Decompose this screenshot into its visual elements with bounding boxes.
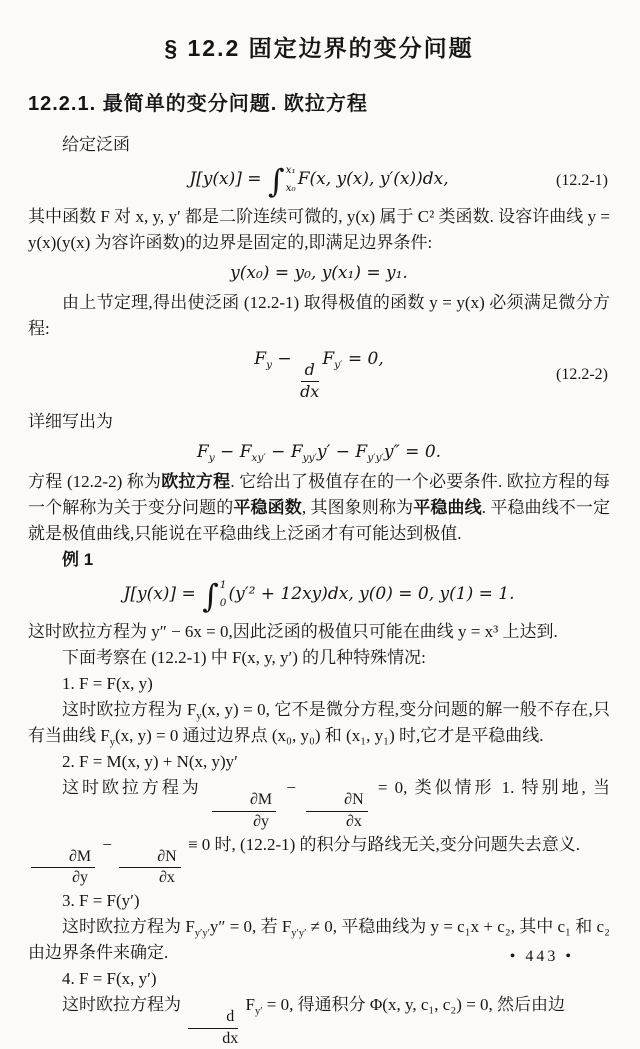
case-4-title: 4. F = F(x, y′) [62, 969, 157, 989]
paragraph-smoothness: 其中函数 F 对 x, y, y′ 都是二阶连续可微的, y(x) 属于 C² 类函数. 设容许曲线 y = y(x)(y(x) 为容许函数)的边界是固定的,即满足边界条件: [28, 207, 610, 252]
intro-label: 给定泛函 [62, 135, 130, 154]
boundary-conditions-formula: y(x₀) = y₀, y(x₁) = y₁. [230, 263, 408, 283]
paragraph-example-result: 这时欧拉方程为 y″ − 6x = 0,因此泛函的极值只可能在曲线 y = x³ 上达到. [28, 621, 558, 641]
expanded-euler-row [28, 435, 610, 469]
case-3-title: 3. F = F(y′) [62, 891, 140, 911]
case-3-body: 这时欧拉方程为 $F_{y'y'}y'' = 0$, 若 $F_{y'y'} \ne 0$, 平稳曲线为 y = c₁x + c₂, 其中 c₁ 和 c₂ 由边界条件来确定. [28, 917, 610, 963]
equation-row-12-2-1 [28, 158, 610, 204]
subsection-title: 12.2.1. 最简单的变分问题. 欧拉方程 [28, 93, 368, 115]
equation-number-12-2-1: (12.2-1) [556, 172, 608, 189]
euler-equation-formula: $F_y$ − $\frac{d}{dx}$ $F_{y'} = 0$, [254, 349, 384, 401]
paragraph-euler-naming: 方程 (12.2-2) 称为欧拉方程. 它给出了极值存在的一个必要条件. 欧拉方程的每一个解称为关于变分问题的平稳函数, 其图象则称为平稳曲线. 平稳曲线不一定就是极值曲线,只能说在平稳曲线上泛函才有可能达到极值. [28, 471, 611, 543]
section-title: § 12.2 固定边界的变分问题 [164, 35, 474, 61]
case-2-body: 这时欧拉方程为 $\frac{\partial M}{\partial y}$ − $\frac{\partial N}{\partial x}$ = 0, 类似情形 1. 特别地, 当 $\frac{\partial M}{\partial y}$ − $\frac{\partial N}{\partial x}$ ≡ 0 时, (12.2-1) 的积分与路线无关,变分问题失去意义. [28, 775, 610, 889]
example-label: 例 1 [62, 549, 94, 569]
detail-label: 详细写出为 [28, 411, 113, 431]
case-1-body: 这时欧拉方程为 $F_y(x$, y) = 0, 它不是微分方程,变分问题的解一般不存在,只有当曲线 $F_y(x$, y) = 0 通过边界点 (x₀, y₀) 和 (x₁, y₁) 时,它才是平稳曲线. [28, 699, 610, 748]
functional-definition-formula: J[y(x)] = ∫ x₁ x₀ F(x, y(x), y′(x))dx, [189, 162, 449, 200]
case-4-body: 这时欧拉方程为 $\frac{d}{dx}$ $F_{y'} = 0$, 得通积分 Φ(x, y, c₁, c₂) = 0, 然后由边 [62, 995, 566, 1048]
expanded-euler-formula: $F_y - F_{xy'} - F_{yy'}y' - F_{y'y'}y'' = 0$. [196, 441, 442, 464]
paragraph-theorem: 由上节定理,得出使泛函 (12.2-1) 取得极值的函数 y = y(x) 必须满足微分方程: [28, 293, 610, 338]
equation-row-12-2-2 [28, 342, 610, 409]
paragraph-cases-intro: 下面考察在 (12.2-1) 中 F(x, y, y′) 的几种特殊情况: [62, 647, 426, 667]
example-functional-row [28, 573, 610, 619]
case-2-title: 2. F = M(x, y) + N(x, y)y′ [62, 751, 238, 771]
case-1-title: 1. F = F(x, y) [62, 673, 153, 693]
example-functional-formula: J[y(x)] = ∫ 1 0 (y′² + 12xy)dx, y(0) = 0, y(1) = 1. [123, 576, 515, 615]
equation-number-12-2-2: (12.2-2) [556, 366, 608, 384]
boundary-conditions-row [28, 256, 610, 290]
page-number: • 443 • [509, 948, 574, 965]
